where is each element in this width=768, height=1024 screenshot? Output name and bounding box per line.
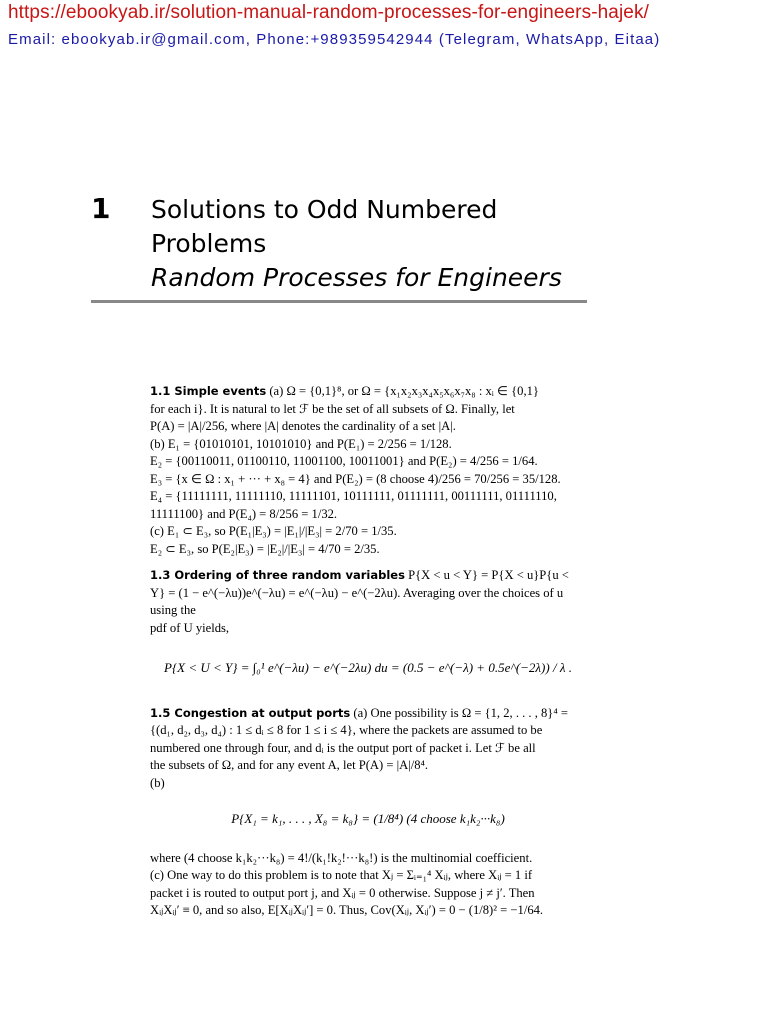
problem-line: E₂ = {00110011, 01100110, 11001100, 10011001} and P(E₂) = 4/256 = 1/64. bbox=[150, 454, 538, 468]
problem-line: Y} = (1 − e^(−λu))e^(−λu) = e^(−λu) − e^(−2λu). Averaging over the choices of u using the bbox=[150, 585, 564, 617]
header-url-link[interactable]: https://ebookyab.ir/solution-manual-random-processes-for-engineers-hajek/ bbox=[8, 2, 649, 23]
problem-line: (b) bbox=[150, 775, 165, 790]
problem-line: XᵢⱼXᵢⱼ′ ≡ 0, and so also, E[XᵢⱼXᵢⱼ′] = 0. Thus, Cov(Xᵢⱼ, Xᵢⱼ′) = 0 − (1/8)² = −1/64. bbox=[150, 903, 544, 917]
problem-title: 1.5 Congestion at output ports bbox=[150, 705, 351, 720]
problem-line: (c) One way to do this problem is to note that Xⱼ = Σᵢ₌₁⁴ Xᵢⱼ, where Xᵢⱼ = 1 if bbox=[150, 868, 533, 882]
problem-line: packet i is routed to output port j, and Xᵢⱼ = 0 otherwise. Suppose j ≠ j′. Then bbox=[150, 885, 535, 900]
problem-1-1 bbox=[150, 383, 586, 558]
document-body bbox=[150, 383, 586, 929]
chapter-title bbox=[151, 193, 671, 295]
chapter-divider bbox=[91, 300, 587, 303]
display-equation: P{X < U < Y} = ∫₀¹ e^(−λu) − e^(−2λu) du = (0.5 − e^(−λ) + 0.5e^(−2λ)) / λ . bbox=[164, 660, 572, 675]
chapter-title-line-1: Solutions to Odd Numbered bbox=[151, 195, 498, 224]
display-equation: P{X₁ = k₁, . . . , X₈ = k₈} = (1/8⁴) (4 choose k₁k₂···k₈) bbox=[231, 811, 505, 826]
header-contact-info: Email: ebookyab.ir@gmail.com, Phone:+989359542944 (Telegram, WhatsApp, Eitaa) bbox=[8, 31, 661, 48]
problem-line: (c) E₁ ⊂ E₃, so P(E₁|E₃) = |E₁|/|E₃| = 2/70 = 1/35. bbox=[150, 524, 397, 538]
problem-line: for each i}. It is natural to let ℱ be the set of all subsets of Ω. Finally, let bbox=[150, 401, 515, 416]
problem-line: P(A) = |A|/256, where |A| denotes the cardinality of a set |A|. bbox=[150, 419, 456, 433]
problem-1-5 bbox=[150, 705, 586, 920]
problem-line: E₃ = {x ∈ Ω : x₁ + ··· + x₈ = 4} and P(E₂) = (8 choose 4)/256 = 70/256 = 35/128. bbox=[150, 471, 561, 486]
chapter-number: 1 bbox=[91, 192, 111, 225]
problem-line: where (4 choose k₁k₂···k₈) = 4!/(k₁!k₂!···k₈!) is the multinomial coefficient. bbox=[150, 850, 533, 865]
problem-line: pdf of U yields, bbox=[150, 620, 230, 635]
problem-line bbox=[150, 567, 586, 585]
problem-line bbox=[150, 383, 586, 401]
problem-line: 11111100} and P(E₄) = 8/256 = 1/32. bbox=[150, 506, 338, 521]
chapter-title-line-2: Problems bbox=[151, 229, 267, 258]
problem-line: (b) E₁ = {01010101, 10101010} and P(E₁) = 2/256 = 1/128. bbox=[150, 436, 452, 451]
problem-title: 1.3 Ordering of three random variables bbox=[150, 568, 405, 582]
problem-line: the subsets of Ω, and for any event A, let P(A) = |A|/8⁴. bbox=[150, 758, 429, 772]
problem-line: E₄ = {11111111, 11111110, 11111101, 10111111, 01111111, 00111111, 01111110, bbox=[150, 489, 557, 503]
problem-line: numbered one through four, and dᵢ is the output port of packet i. Let ℱ be all bbox=[150, 740, 536, 755]
problem-line: {(d₁, d₂, d₃, d₄) : 1 ≤ dᵢ ≤ 8 for 1 ≤ i ≤ 4}, where the packets are assumed to be bbox=[150, 723, 543, 737]
problem-text: P{X < u < Y} = P{X < u}P{u < bbox=[408, 568, 569, 582]
chapter-subtitle: Random Processes for Engineers bbox=[151, 263, 562, 292]
problem-text: (a) Ω = {0,1}⁸, or Ω = {x₁x₂x₃x₄x₅x₆x₇x₈ : xᵢ ∈ {0,1} bbox=[269, 384, 539, 398]
problem-1-3 bbox=[150, 567, 586, 677]
problem-text: (a) One possibility is Ω = {1, 2, . . . , 8}⁴ = bbox=[353, 705, 568, 720]
problem-title: 1.1 Simple events bbox=[150, 384, 267, 398]
problem-line bbox=[150, 705, 586, 723]
problem-line: E₂ ⊂ E₃, so P(E₂|E₃) = |E₂|/|E₃| = 4/70 = 2/35. bbox=[150, 541, 380, 556]
